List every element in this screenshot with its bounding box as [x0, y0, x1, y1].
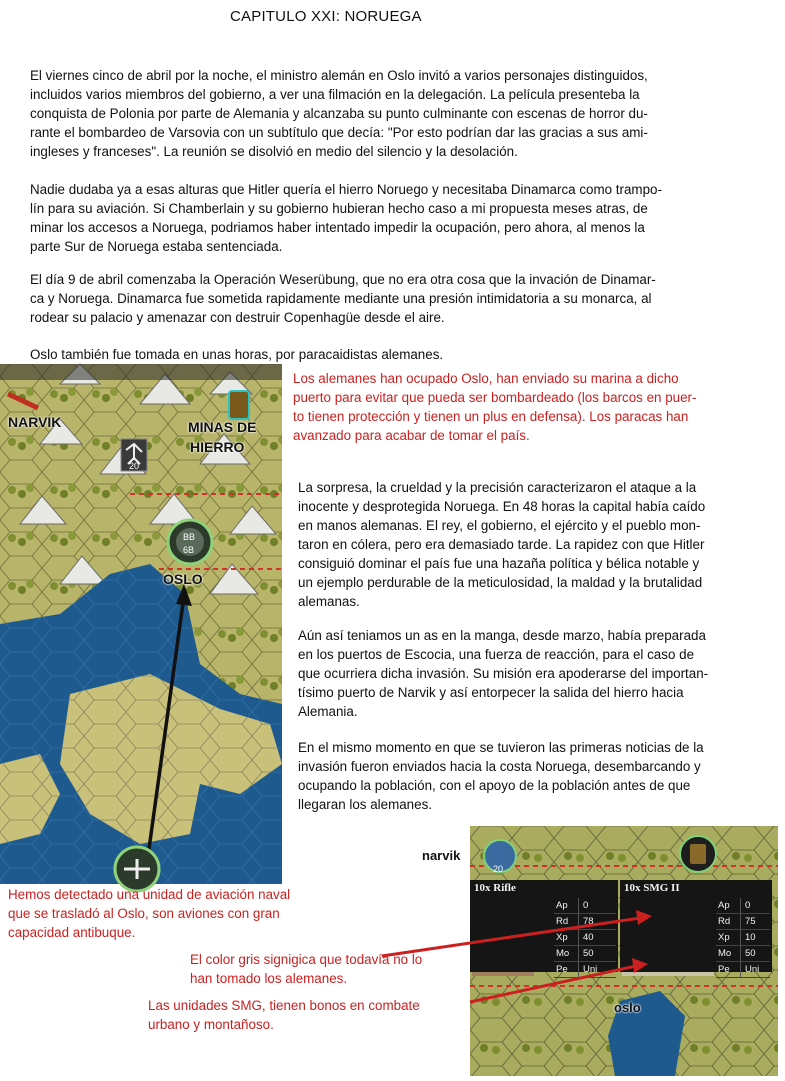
stat-label: Xp — [554, 930, 579, 945]
map-label-minas-2: HIERRO — [190, 439, 245, 455]
smg-card-header: 10x SMG II — [624, 882, 680, 894]
paragraph-5: La sorpresa, la crueldad y la precisión caracterizaron el ataque a la inocente y desprotegida Noruega. En 48 horas la capital había caído en manos alemanas. El rey, el gobierno, el ejército y el pueblo mon- taron en cólera, pero era demasiado tarde. La rapidez con que Hitler consiguió dominar el país fue una hazaña política y bélica notable y un ejemplo perdurable de la meticulosidad, la maldad y la brutalidad alemanas. — [298, 480, 706, 609]
page-title: CAPITULO XXI: NORUEGA — [230, 8, 422, 25]
annotation-smg: Las unidades SMG, tienen bonos en combate urbano y montañoso. — [148, 998, 420, 1032]
stat-value: 50 — [745, 948, 756, 959]
oslo-label-2: oslo — [614, 1000, 641, 1015]
stat-label: Rd — [554, 914, 579, 929]
unit-strength: 20 — [493, 864, 504, 874]
paratrooper-strength: 20 — [129, 461, 140, 471]
paragraph-7: En el mismo momento en que se tuvieron las primeras noticias de la invasión fueron enviados hacia la costa Noruega, desembarcando y ocupando la población, con el apoyo de la población antes de que llegaran los alemanes. — [298, 740, 704, 812]
stat-label: Pe — [716, 962, 741, 977]
stat-value: Uni — [745, 964, 760, 975]
stat-value: 0 — [583, 900, 589, 911]
paragraph-1: El viernes cinco de abril por la noche, el ministro alemán en Oslo invitó a varios personajes distinguidos, incluidos varios miembros del gobierno, a ver una filmación en la delegación. La película presenteba la conquista de Polonia por parte de Alemania y alcanzaba su punto culminante con escenas de horror du- rante el bombardeo de Varsovia con un subtítulo que decía: "Por esto podrían dar las gracias a sus ami- ingleses y franceses". La reunión se disolvió en medio del silencio y la desolación. — [30, 68, 648, 159]
paragraph-2: Nadie dudaba ya a esas alturas que Hitler quería el hierro Noruego y necesitaba Dinamarca como trampo- lín para su aviación. Si Chamberlain y su gobierno hubieran hecho caso a mi propuesta meses atras, de minar los accesos a Noruega, podriamos haber intentado impedir la ocupación, pero ahora, al menos la parte Sur de Noruega estaba sentenciada. — [30, 182, 662, 254]
stat-value: 40 — [583, 932, 594, 943]
paragraph-4: Oslo también fue tomada en unas horas, por paracaidistas alemanes. — [30, 347, 444, 362]
stat-label: Mo — [716, 946, 741, 961]
stat-label: Mo — [554, 946, 579, 961]
annotation-naval-air: Hemos detectado una unidad de aviación naval que se trasladó al Oslo, son aviones con gran capacidad antibuque. — [8, 887, 291, 940]
annotation-oslo: Los alemanes han ocupado Oslo, han enviado su marina a dicho puerto para evitar que pueda ser bombardeado (los barcos en puer- to tienen protección y tienen un plus en defensa). Los paracas han avanzado para acabar de tomar el país. — [293, 371, 697, 443]
map-label-minas-1: MINAS DE — [188, 419, 257, 435]
stat-label: Ap — [716, 898, 741, 913]
stat-value: 75 — [745, 916, 756, 927]
stat-value: 0 — [745, 900, 751, 911]
rifle-card-header: 10x Rifle — [474, 882, 516, 894]
map-label-oslo: OSLO — [163, 571, 203, 587]
stat-label: Rd — [716, 914, 741, 929]
map-label-narvik: NARVIK — [8, 414, 62, 430]
stat-value: 50 — [583, 948, 594, 959]
stat-label: Pe — [554, 962, 579, 977]
stat-label: Xp — [716, 930, 741, 945]
stat-value: Uni — [583, 964, 598, 975]
stat-value: 78 — [583, 916, 594, 927]
ship-strength: 6B — [183, 545, 195, 555]
ship-label: BB — [183, 532, 196, 542]
paragraph-3: El día 9 de abril comenzaba la Operación Weserübung, que no era otra cosa que la invación de Dinamar- ca y Noruega. Dinamarca fue sometida rapidamente mediante una presión intimidatoria a su monarca, al rodear su palacio y amenazar con destruir Copenhagüe desde el aire. — [30, 272, 656, 325]
annotation-grey: El color gris signigica que todavía no lo han tomado los alemanes. — [190, 952, 423, 986]
paragraph-6: Aún así teniamos un as en la manga, desde marzo, había preparada en los puertos de Escocia, una fuerza de reacción, para el caso de que ocurriera dicha invasión. Su misión era apoderarse del importan- tísimo puerto de Narvik y así entorpecer la salida del hierro hacia Alemania. — [298, 628, 709, 719]
narvik-label: narvik — [422, 848, 461, 863]
stat-label: Ap — [554, 898, 579, 913]
stat-value: 10 — [745, 932, 756, 943]
